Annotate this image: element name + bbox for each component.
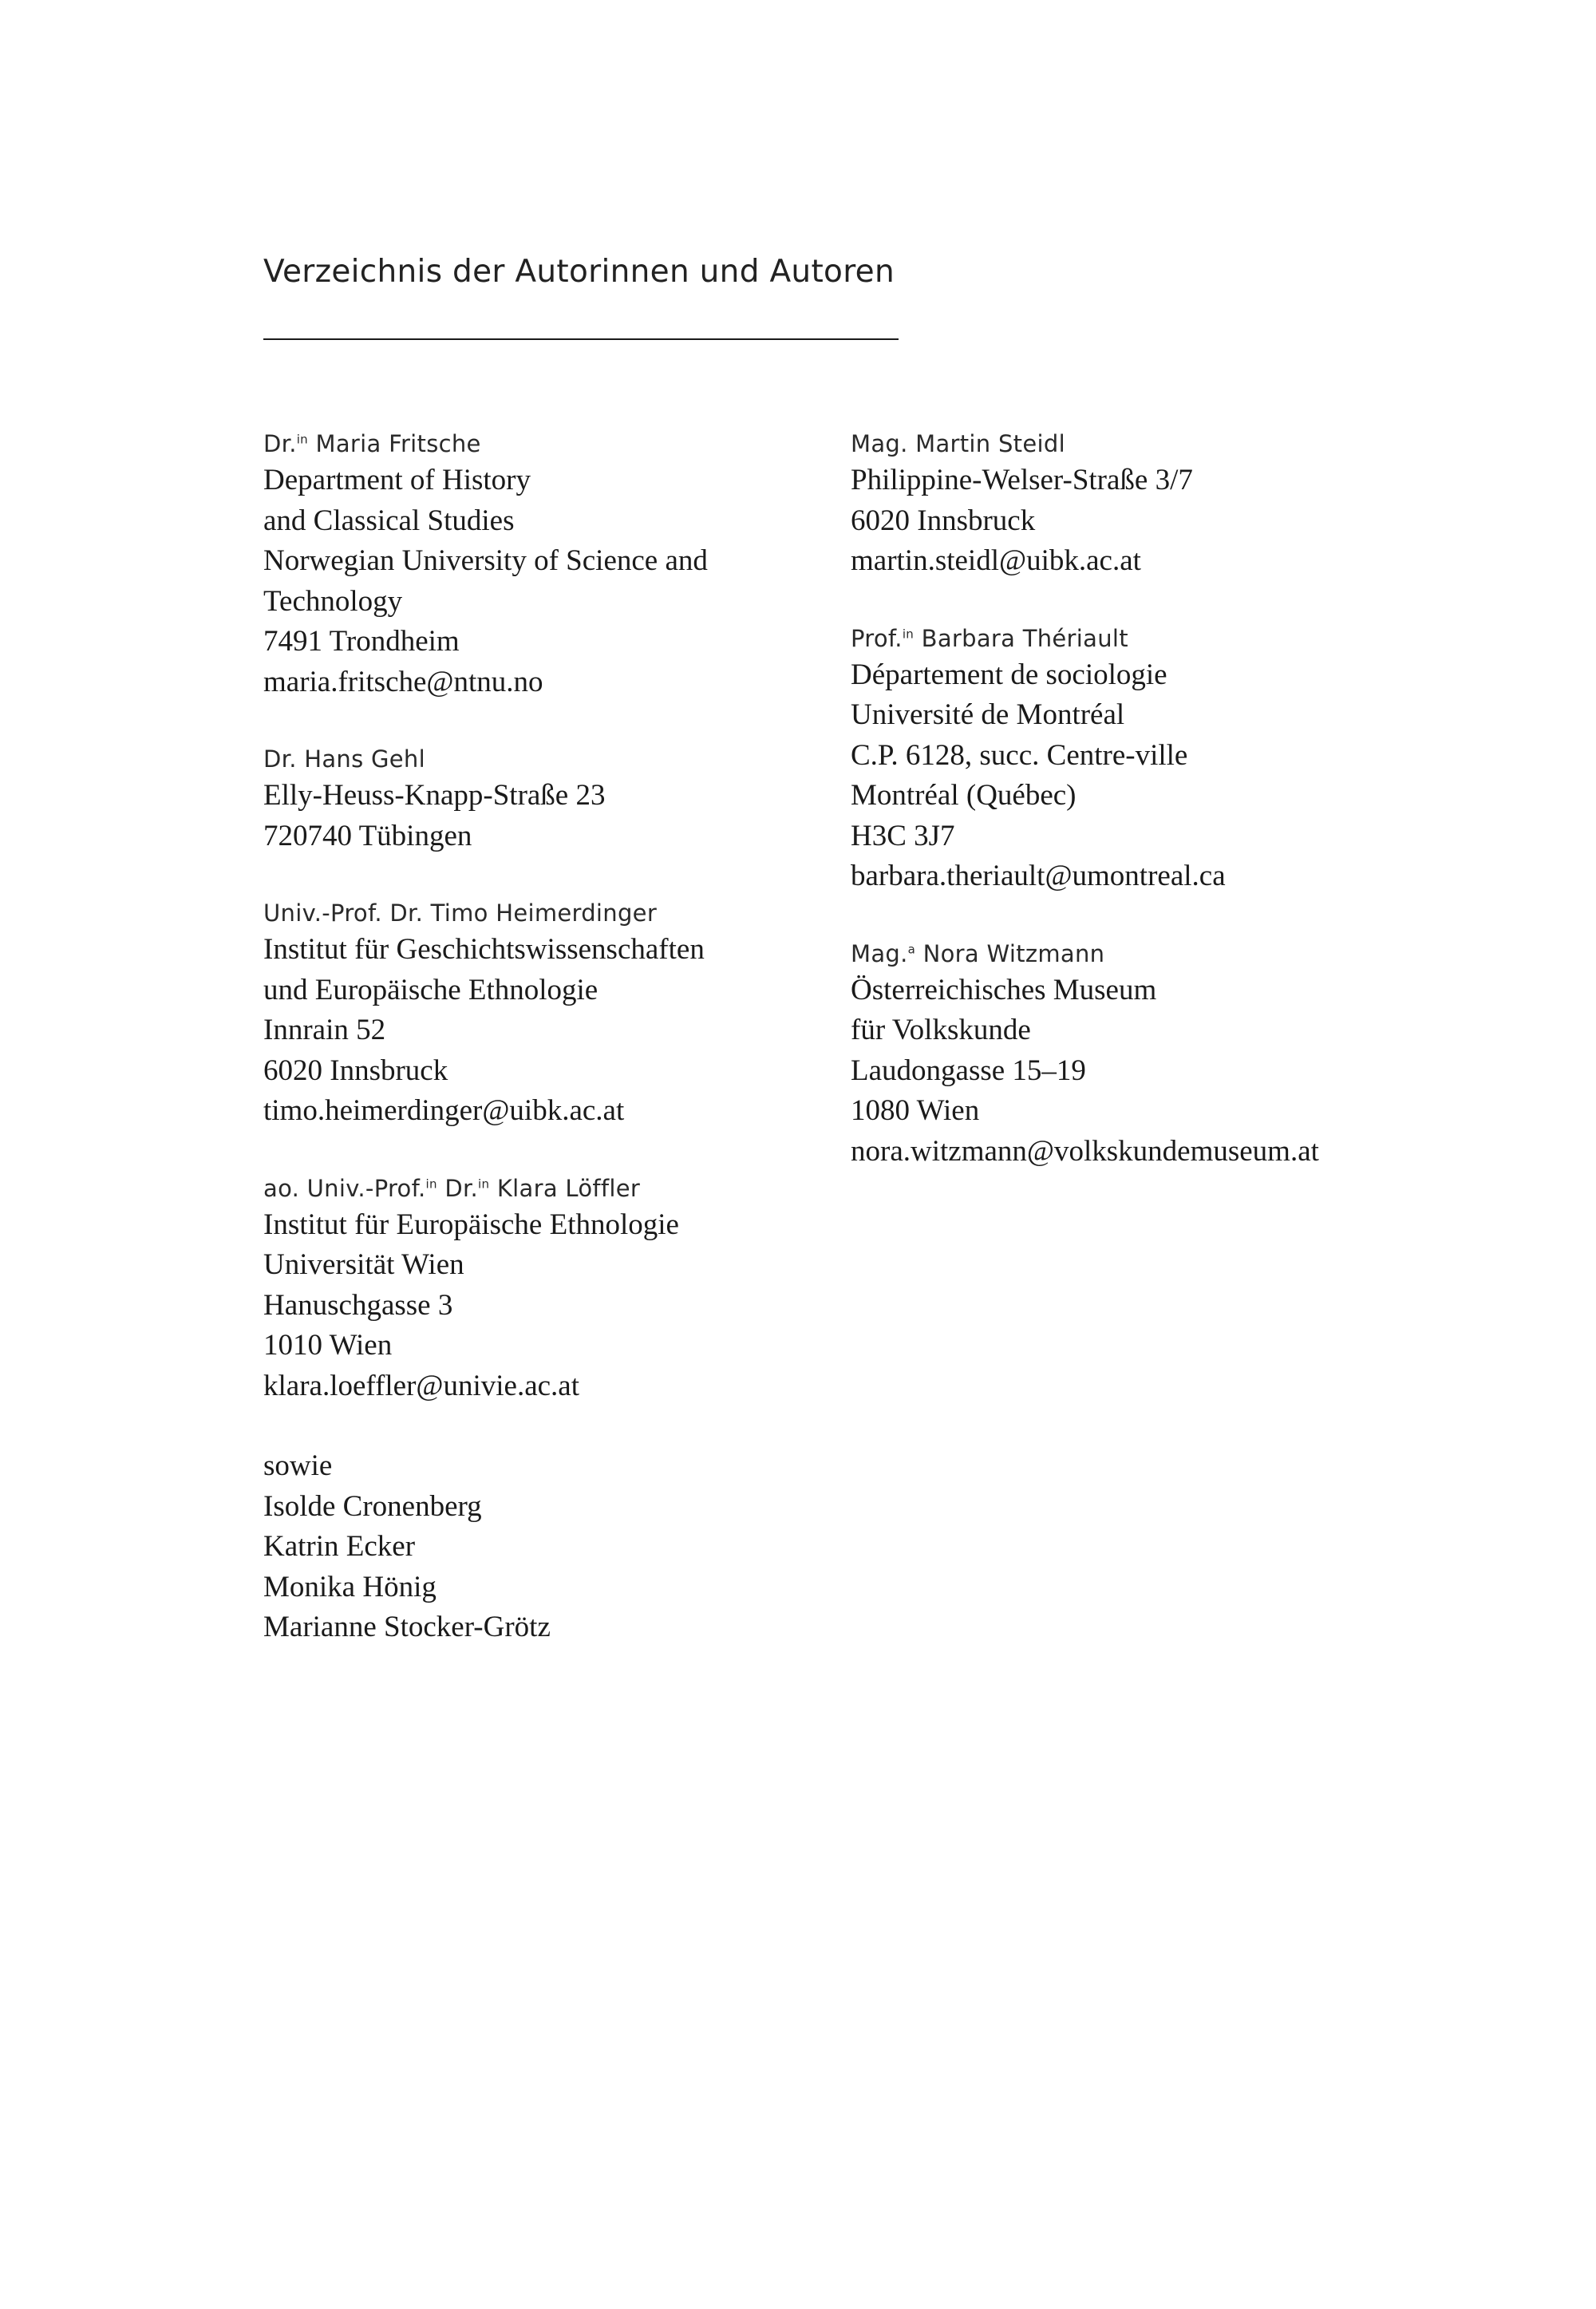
address-line: Elly-Heuss-Knapp-Straße 23 bbox=[263, 779, 606, 812]
address-line: Institut für Europäische Ethnologie bbox=[263, 1208, 679, 1241]
left-column bbox=[263, 427, 822, 1688]
author-entry bbox=[263, 896, 822, 1132]
address-line: 7491 Trondheim bbox=[263, 625, 460, 658]
author-name: Prof.$^{in}$ Barbara Thériault bbox=[851, 624, 1128, 652]
address-line: 1080 Wien bbox=[851, 1094, 980, 1127]
title-divider bbox=[263, 338, 899, 340]
author-name: ao. Univ.-Prof.$^{in}$ Dr.$^{in}$ Klara Löffler bbox=[263, 1174, 641, 1202]
author-name: Mag. Martin Steidl bbox=[851, 430, 1065, 457]
address-line: Philippine-Welser-Straße 3/7 bbox=[851, 464, 1193, 496]
address-line: Hanuschgasse 3 bbox=[263, 1288, 453, 1322]
address-line: Department of History bbox=[263, 464, 531, 496]
contributor-name: Marianne Stocker-Grötz bbox=[263, 1611, 551, 1643]
others-label: sowie bbox=[263, 1449, 333, 1482]
address-line: Montréal (Québec) bbox=[851, 779, 1077, 812]
author-name: Dr.$^{in}$ Maria Fritsche bbox=[263, 430, 481, 457]
address-line: 6020 Innsbruck bbox=[851, 504, 1036, 537]
page-title: Verzeichnis der Autorinnen und Autoren bbox=[263, 254, 895, 290]
author-email[interactable]: timo.heimerdinger@uibk.ac.at bbox=[263, 1094, 625, 1127]
author-email[interactable]: klara.loeffler@univie.ac.at bbox=[263, 1369, 579, 1402]
author-name: Mag.$^a$ Nora Witzmann bbox=[851, 939, 1105, 967]
address-line: Département de sociologie bbox=[851, 658, 1167, 691]
address-line: Institut für Geschichtswissenschaften bbox=[263, 933, 705, 966]
address-line: Université de Montréal bbox=[851, 698, 1125, 731]
right-column bbox=[851, 427, 1569, 1212]
address-line: Laudongasse 15–19 bbox=[851, 1054, 1086, 1087]
author-name: Univ.-Prof. Dr. Timo Heimerdinger bbox=[263, 899, 658, 927]
author-entry bbox=[851, 622, 1569, 897]
address-line: Österreichisches Museum bbox=[851, 973, 1157, 1006]
address-line: Innrain 52 bbox=[263, 1014, 386, 1046]
contributor-name: Isolde Cronenberg bbox=[263, 1489, 482, 1523]
address-line: Technology bbox=[263, 584, 403, 618]
author-entry bbox=[263, 1172, 822, 1407]
address-line: 720740 Tübingen bbox=[263, 819, 472, 852]
other-contributors bbox=[263, 1446, 822, 1648]
address-line: 6020 Innsbruck bbox=[263, 1054, 448, 1087]
contributor-name: Katrin Ecker bbox=[263, 1530, 416, 1563]
author-name: Dr. Hans Gehl bbox=[263, 745, 425, 773]
author-email[interactable]: martin.steidl@uibk.ac.at bbox=[851, 544, 1141, 577]
address-line: C.P. 6128, succ. Centre-ville bbox=[851, 738, 1188, 772]
author-email[interactable]: maria.fritsche@ntnu.no bbox=[263, 665, 543, 698]
author-entry bbox=[851, 427, 1569, 582]
address-line: Universität Wien bbox=[263, 1248, 464, 1281]
author-entry bbox=[263, 427, 822, 702]
author-entry bbox=[851, 937, 1569, 1172]
address-line: Norwegian University of Science and bbox=[263, 544, 708, 577]
author-email[interactable]: nora.witzmann@volkskundemuseum.at bbox=[851, 1134, 1319, 1168]
address-line: H3C 3J7 bbox=[851, 819, 955, 852]
contributor-name: Monika Hönig bbox=[263, 1570, 437, 1603]
author-entry bbox=[263, 742, 822, 856]
address-line: für Volkskunde bbox=[851, 1014, 1031, 1046]
address-line: and Classical Studies bbox=[263, 504, 515, 537]
address-line: und Europäische Ethnologie bbox=[263, 973, 598, 1006]
address-line: 1010 Wien bbox=[263, 1329, 393, 1362]
author-email[interactable]: barbara.theriault@umontreal.ca bbox=[851, 860, 1226, 892]
